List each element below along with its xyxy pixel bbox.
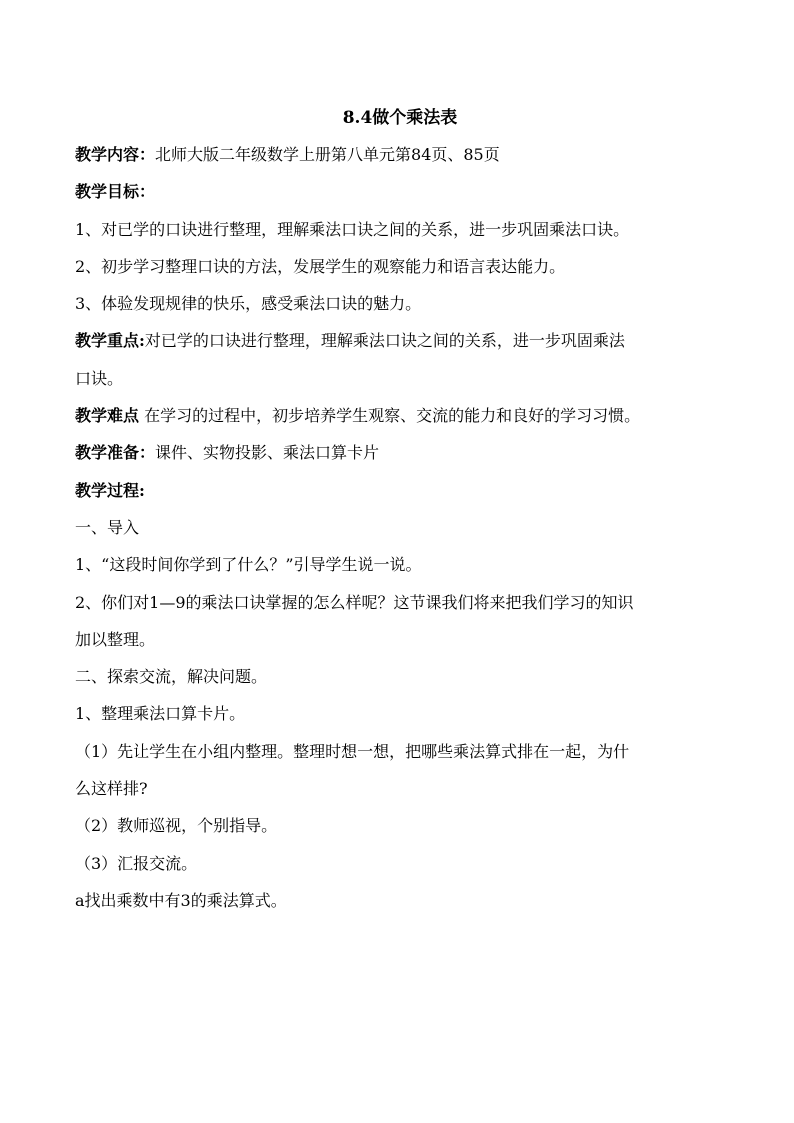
goals-label: 教学目标：: [75, 182, 156, 202]
section2-title: 二、探索交流，解决问题。: [75, 667, 268, 687]
step1-line1: （1）先让学生在小组内整理。整理时想一想，把哪些乘法算式排在一起，为什: [75, 741, 630, 761]
preparation: [75, 434, 725, 471]
section1-item2-line1: 2、你们对1—9的乘法口诀掌握的怎么样呢？这节课我们将来把我们学习的知识: [75, 592, 634, 612]
section2-item1: 1、整理乘法口算卡片。: [75, 704, 246, 724]
teaching-content: [75, 136, 725, 173]
prep-text: 课件、实物投影、乘法口算卡片: [155, 443, 380, 463]
goal-item-1: 1、对已学的口诀进行整理，理解乘法口诀之间的关系，进一步巩固乘法口诀。: [75, 219, 630, 239]
key-text-line1: 对已学的口诀进行整理，理解乘法口诀之间的关系，进一步巩固乘法: [144, 331, 625, 351]
key-label: 教学重点:: [75, 331, 145, 351]
section1-item1: 1、“这段时间你学到了什么？”引导学生说一说。: [75, 555, 422, 575]
step-a: a找出乘数中有3的乘法算式。: [75, 890, 287, 910]
document-title: 8.4做个乘法表: [342, 108, 458, 128]
goal-item-2: 2、初步学习整理口诀的方法，发展学生的观察能力和语言表达能力。: [75, 256, 566, 276]
step1-line2: 么这样排?: [75, 779, 148, 799]
goal-item-3: 3、体验发现规律的快乐，感受乘法口诀的魅力。: [75, 294, 422, 314]
difficulty-label: 教学难点: [75, 406, 140, 426]
difficulty: [75, 397, 725, 434]
document-body: [75, 100, 725, 919]
content-text: 北师大版二年级数学上册第八单元第84页、85页: [155, 145, 500, 164]
step2: （2）教师巡视，个别指导。: [75, 816, 278, 836]
prep-label: 教学准备：: [75, 443, 156, 463]
section1-item2-line2: 加以整理。: [75, 629, 156, 649]
section1-title: 一、导入: [75, 517, 140, 537]
step3: （3）汇报交流。: [75, 853, 198, 873]
key-text-line2: 口诀。: [75, 368, 124, 388]
content-label: 教学内容：: [75, 145, 156, 164]
key-points: [75, 322, 725, 359]
difficulty-text: 在学习的过程中，初步培养学生观察、交流的能力和良好的学习习惯。: [144, 406, 641, 426]
process-label: 教学过程:: [75, 480, 145, 500]
